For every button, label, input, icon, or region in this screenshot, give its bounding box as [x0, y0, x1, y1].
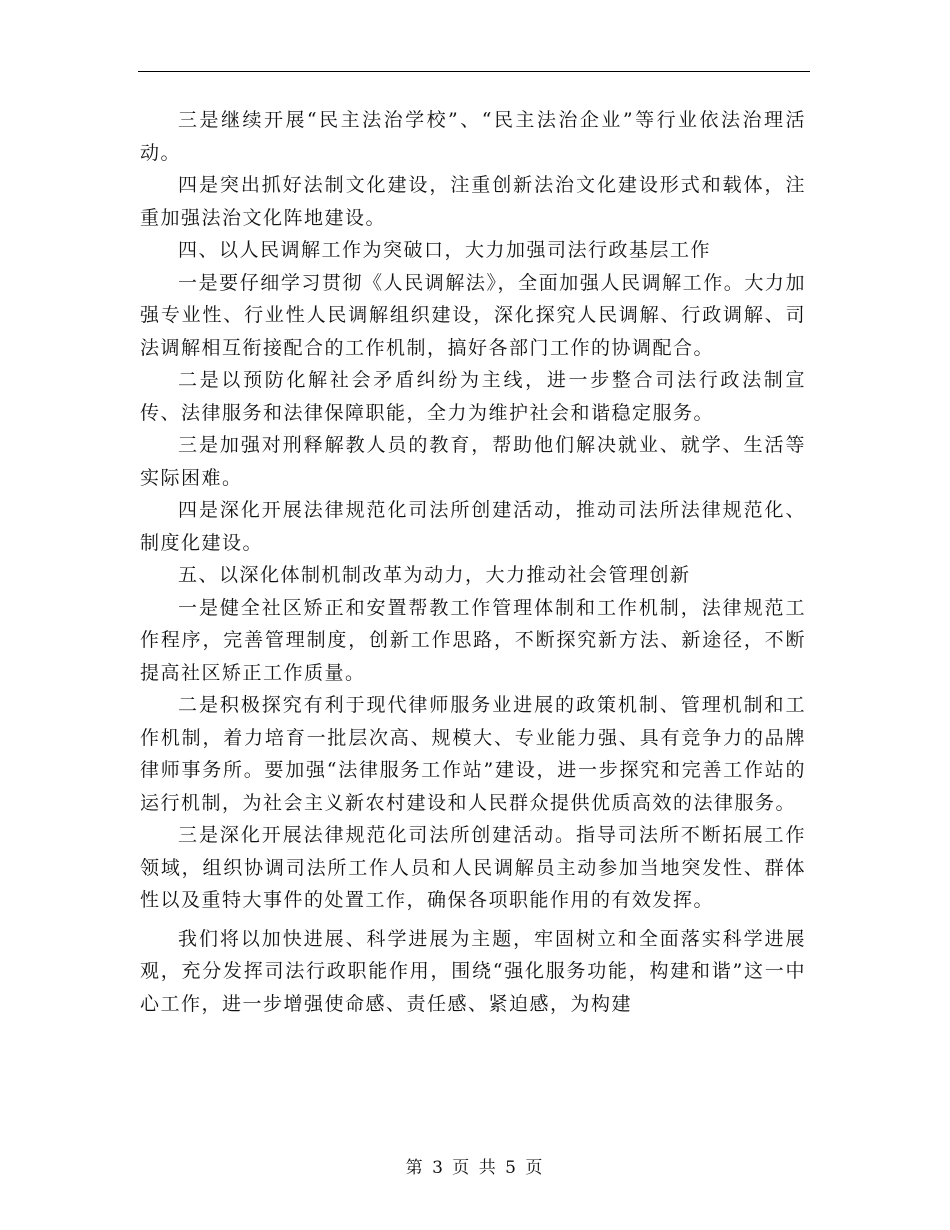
paragraph: 一是健全社区矫正和安置帮教工作管理体制和工作机制，法律规范工作程序，完善管理制度，创新工作思路，不断探究新方法、新途径，不断提高社区矫正工作质量。 [140, 596, 806, 684]
paragraph: 一是要仔细学习贯彻《人民调解法》，全面加强人民调解工作。大力加强专业性、行业性人民调解组织建设，深化探究人民调解、行政调解、司法调解相互衔接配合的工作机制，搞好各部门工作的协调配合。 [140, 271, 806, 359]
section-heading: 四、以人民调解工作为突破口，大力加强司法行政基层工作 [178, 239, 712, 261]
header-rule [138, 71, 810, 72]
paragraph: 三是继续开展“民主法治学校”、“民主法治企业”等行业依法治理活动。 [140, 109, 806, 164]
paragraph: 二是以预防化解社会矛盾纠纷为主线，进一步整合司法行政法制宣传、法律服务和法律保障职能，全力为维护社会和谐稳定服务。 [140, 369, 806, 424]
paragraph: 四是深化开展法律规范化司法所创建活动，推动司法所法律规范化、制度化建设。 [140, 499, 806, 554]
body-text [140, 104, 806, 1020]
paragraph: 二是积极探究有利于现代律师服务业进展的政策机制、管理机制和工作机制，着力培育一批层次高、规模大、专业能力强、具有竞争力的品牌律师事务所。要加强“法律服务工作站”建设，进一步探究和完善工作站的运行机制，为社会主义新农村建设和人民群众提供优质高效的法律服务。 [140, 694, 806, 814]
paragraph: 三是深化开展法律规范化司法所创建活动。指导司法所不断拓展工作领域，组织协调司法所工作人员和人民调解员主动参加当地突发性、群体性以及重特大事件的处置工作，确保各项职能作用的有效发挥。 [140, 824, 806, 911]
section-heading: 五、以深化体制机制改革为动力，大力推动社会管理创新 [178, 564, 691, 586]
page-footer: 第 3 页 共 5 页 [405, 1158, 545, 1178]
paragraph: 我们将以加快进展、科学进展为主题，牢固树立和全面落实科学进展观，充分发挥司法行政职能作用，围绕“强化服务功能，构建和谐”这一中心工作，进一步增强使命感、责任感、紧迫感，为构建 [140, 927, 806, 1015]
paragraph: 四是突出抓好法制文化建设，注重创新法治文化建设形式和载体，注重加强法治文化阵地建设。 [140, 174, 806, 229]
paragraph: 三是加强对刑释解教人员的教育，帮助他们解决就业、就学、生活等实际困难。 [140, 434, 806, 489]
